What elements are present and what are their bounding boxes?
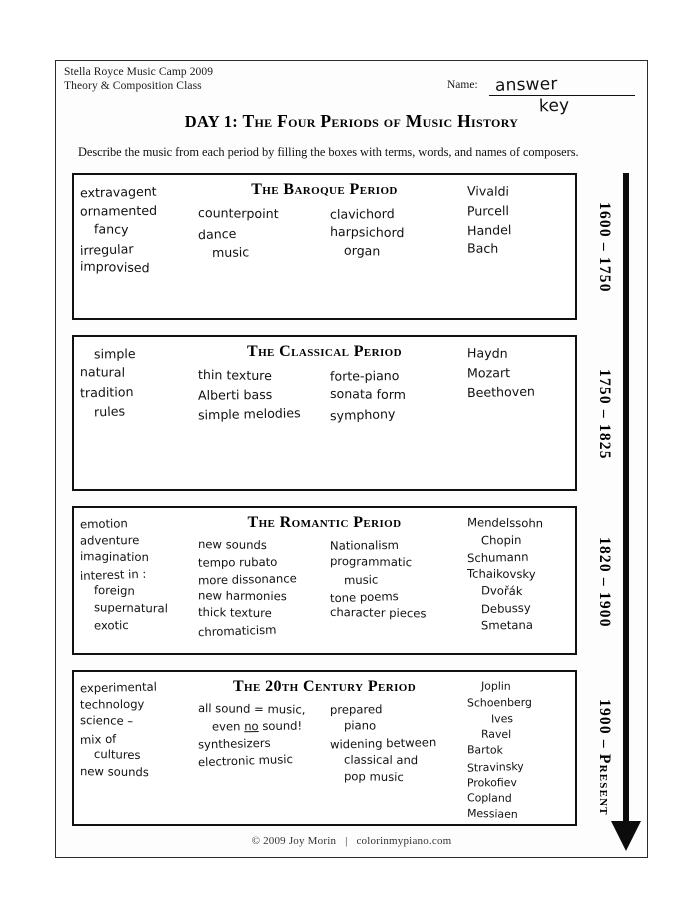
- hw-term: thin texture: [197, 366, 272, 384]
- period-body-20th-century: [80, 677, 569, 823]
- period-column-techniques[interactable]: [198, 513, 330, 639]
- hw-term: new harmonies: [197, 588, 287, 604]
- hw-term: mix of: [79, 731, 117, 747]
- hw-term: fancy: [93, 221, 129, 237]
- hw-term: interest in :: [79, 566, 147, 583]
- hw-term: tone poems: [329, 588, 399, 606]
- school-name-line: Stella Royce Music Camp 2009: [64, 66, 214, 78]
- period-title-20th-century: The 20th Century Period: [232, 678, 417, 695]
- hw-term: cultures: [93, 746, 141, 763]
- worksheet-page: [55, 60, 648, 858]
- hw-term: technology: [79, 696, 145, 712]
- hw-term: tradition: [79, 384, 134, 401]
- hw-term: foreign: [93, 582, 135, 598]
- footer-separator: |: [345, 835, 348, 847]
- name-handwritten-line1: answer: [494, 74, 558, 96]
- hw-term: sonata form: [329, 385, 407, 403]
- hw-term: simple melodies: [197, 405, 301, 423]
- period-boxes: [72, 173, 577, 826]
- period-column-forms[interactable]: [330, 342, 467, 423]
- period-column-traits[interactable]: [80, 677, 198, 781]
- hw-term: dance: [197, 225, 237, 243]
- hw-composer: Stravinsky: [466, 759, 525, 775]
- footer-website[interactable]: colorinmypiano.com: [356, 835, 452, 847]
- hw-term: natural: [79, 364, 126, 380]
- name-handwritten-line2: key: [538, 95, 570, 117]
- hw-composer: Schoenberg: [467, 695, 533, 710]
- hw-term: harpsichord: [329, 223, 405, 241]
- hw-composer: Handel: [466, 222, 512, 239]
- hw-term: programmatic: [329, 553, 413, 570]
- era-label-romantic: 1820 – 1900: [596, 536, 613, 628]
- period-column-composers[interactable]: [467, 342, 569, 401]
- hw-composer: Dvořák: [480, 583, 523, 599]
- hw-term: irregular: [79, 241, 134, 258]
- period-column-techniques[interactable]: [198, 342, 330, 423]
- hw-term: clavichord: [329, 206, 395, 222]
- hw-composer: Purcell: [467, 203, 510, 219]
- hw-term: electronic music: [197, 752, 293, 770]
- hw-composer: Prokofiev: [467, 776, 518, 790]
- page-header: [64, 65, 639, 117]
- period-column-traits[interactable]: [80, 513, 198, 634]
- hw-composer: Messiaen: [466, 806, 518, 821]
- timeline-column: [583, 173, 645, 853]
- hw-term: tempo rubato: [197, 554, 277, 570]
- period-box-baroque[interactable]: [72, 173, 577, 320]
- hw-term: rules: [93, 403, 126, 420]
- page-footer: [56, 835, 647, 847]
- period-column-styles[interactable]: [330, 513, 467, 622]
- hw-composer: Mendelssohn: [466, 515, 544, 531]
- hw-term: exotic: [93, 618, 129, 633]
- hw-term: supernatural: [93, 600, 169, 616]
- period-column-traits[interactable]: [80, 342, 198, 420]
- hw-term: adventure: [79, 532, 140, 548]
- page-title-day: DAY 1:: [184, 112, 239, 131]
- hw-term: music: [211, 244, 250, 261]
- hw-term: music: [343, 572, 379, 588]
- hw-composer: Beethoven: [466, 383, 536, 401]
- hw-term: character pieces: [329, 604, 427, 621]
- hw-term: organ: [343, 242, 381, 259]
- hw-term: prepared: [329, 702, 383, 717]
- hw-composer: Chopin: [481, 532, 522, 548]
- hw-term: new sounds: [197, 536, 267, 553]
- period-column-composers[interactable]: [467, 180, 569, 258]
- period-column-composers[interactable]: [467, 513, 569, 634]
- period-title-baroque: The Baroque Period: [251, 181, 398, 198]
- hw-term: imagination: [79, 549, 149, 565]
- hw-term: classical and: [343, 752, 419, 768]
- hw-composer: Ives: [490, 712, 514, 726]
- hw-term: emotion: [79, 516, 128, 532]
- hw-term: new sounds: [79, 764, 150, 780]
- hw-composer: Bach: [467, 240, 499, 256]
- period-column-techniques[interactable]: [198, 180, 330, 261]
- period-box-classical[interactable]: [72, 335, 577, 491]
- period-column-instruments[interactable]: [330, 180, 467, 261]
- period-column-composers[interactable]: [467, 677, 569, 823]
- hw-term-underlined: even no sound!: [211, 718, 302, 734]
- hw-term: all sound = music,: [197, 700, 306, 717]
- period-body-baroque: [80, 180, 569, 277]
- hw-composer: Debussy: [480, 600, 532, 617]
- hw-term: improvised: [79, 258, 150, 276]
- period-column-concepts[interactable]: [198, 677, 330, 769]
- hw-term: Nationalism: [329, 537, 399, 553]
- hw-term: simple: [93, 346, 136, 362]
- hw-term: symphony: [329, 406, 396, 424]
- hw-composer: Tchaikovsky: [467, 566, 536, 582]
- hw-term: more dissonance: [197, 571, 297, 588]
- hw-term: experimental: [79, 679, 158, 696]
- page-title: [56, 111, 647, 132]
- hw-composer: Joplin: [480, 679, 511, 693]
- hw-composer: Haydn: [466, 345, 508, 361]
- period-column-trends[interactable]: [330, 677, 467, 786]
- hw-composer: Bartok: [466, 743, 504, 757]
- hw-term: extravagent: [79, 183, 157, 201]
- era-label-20th-century: 1900 – Present: [596, 699, 613, 816]
- timeline-arrow-shaft: [623, 173, 629, 828]
- hw-composer: Mozart: [467, 365, 511, 381]
- hw-composer: Ravel: [481, 727, 512, 741]
- period-title-classical: The Classical Period: [247, 343, 402, 360]
- period-body-romantic: [80, 513, 569, 639]
- hw-term: forte-piano: [329, 367, 400, 384]
- hw-composer: Schumann: [466, 549, 529, 566]
- period-title-romantic: The Romantic Period: [247, 514, 402, 531]
- period-column-traits[interactable]: [80, 180, 198, 277]
- hw-composer: Smetana: [481, 617, 534, 633]
- hw-term: Alberti bass: [197, 386, 272, 403]
- footer-copyright: © 2009 Joy Morin: [251, 835, 337, 847]
- hw-term: science –: [79, 713, 134, 728]
- hw-term: thick texture: [197, 604, 272, 621]
- period-box-20th-century[interactable]: [72, 670, 577, 826]
- era-label-classical: 1750 – 1825: [596, 369, 613, 460]
- era-label-baroque: 1600 – 1750: [596, 202, 613, 293]
- instructions-text: Describe the music from each period by filling the boxes with terms, words, and names of composers.: [78, 145, 579, 159]
- hw-term: synthesizers: [197, 735, 271, 752]
- hw-term: chromaticism: [197, 622, 277, 640]
- hw-composer: Vivaldi: [466, 183, 510, 199]
- hw-composer: Copland: [466, 791, 512, 805]
- hw-term: widening between: [329, 735, 437, 752]
- hw-term: ornamented: [79, 202, 158, 219]
- hw-term: piano: [343, 718, 377, 733]
- class-name-line: Theory & Composition Class: [64, 80, 202, 92]
- hw-term: pop music: [343, 769, 404, 785]
- name-label: Name:: [447, 79, 478, 91]
- page-title-rest: The Four Periods of Music History: [242, 111, 519, 131]
- period-box-romantic[interactable]: [72, 506, 577, 655]
- hw-term: counterpoint: [197, 204, 279, 222]
- period-body-classical: [80, 342, 569, 423]
